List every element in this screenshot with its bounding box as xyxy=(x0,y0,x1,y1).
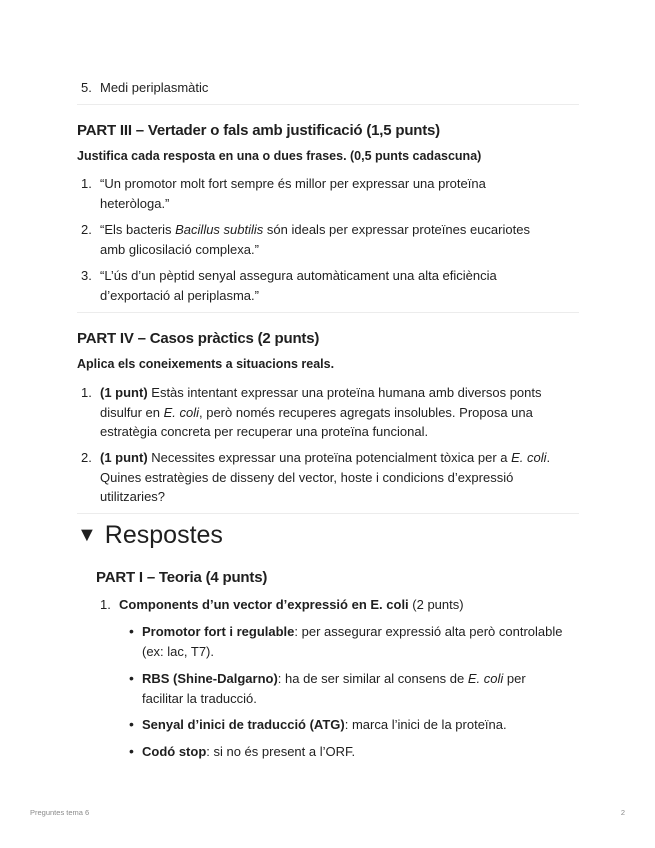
bullet-item: • Senyal d’inici de traducció (ATG): marca l’inici de la proteïna. xyxy=(119,715,612,735)
bullet-item: • Codó stop: si no és present a l’ORF. xyxy=(119,742,612,762)
part3-subtitle: Justifica cada resposta en una o dues frases. (0,5 punts cadascuna) xyxy=(77,149,482,163)
list-item: 5. Medi periplasmàtic xyxy=(81,80,209,95)
bullet-icon: • xyxy=(129,716,134,732)
bullet-item: • Promotor fort i regulable: per assegurar expressió alta però controlable (ex: lac, T7). xyxy=(129,623,563,659)
triangle-down-icon[interactable]: ▼ xyxy=(77,524,97,546)
divider xyxy=(77,104,579,105)
list-item: 2. “Els bacteris Bacillus subtilis són ideals per expressar proteïnes eucariotes amb glicosilació complexa.” xyxy=(81,222,530,257)
part1-title: PART I – Teoria (4 punts) xyxy=(96,569,268,586)
bullet-item: • RBS (Shine-Dalgarno): ha de ser similar al consens de E. coli per facilitar la traducció. xyxy=(129,670,526,706)
bullet-icon: • xyxy=(129,623,134,639)
bullet-icon: • xyxy=(129,743,134,759)
list-item: 1. Components d’un vector d’expressió en E. coli (2 punts) xyxy=(100,597,464,612)
bullet-icon: • xyxy=(129,670,134,686)
part3-title: PART III – Vertader o fals amb justificació (1,5 punts) xyxy=(77,122,440,139)
list-item: 1. (1 punt) Estàs intentant expressar una proteïna humana amb diversos ponts disulfur en E. coli, però només recuperes agregats insolubles. Proposa una estratègia concreta per recuperar una proteïna funcional. xyxy=(81,385,542,439)
list-item: 2. (1 punt) Necessites expressar una proteïna potencialment tòxica per a E. coli. Quines estratègies de disseny del vector, hoste i condicions d’expressió utilitzaries? xyxy=(81,450,551,504)
part4-subtitle: Aplica els coneixements a situacions reals. xyxy=(77,357,335,371)
divider xyxy=(77,312,579,313)
list-item: 3. “L’ús d’un pèptid senyal assegura automàticament una alta eficiència d’exportació al periplasma.” xyxy=(81,268,497,303)
footer-title: Preguntes tema 6 xyxy=(30,808,90,817)
divider xyxy=(77,513,579,514)
answers-toggle[interactable] xyxy=(77,521,223,550)
page-number: 2 xyxy=(620,808,625,817)
list-item: 1. “Un promotor molt fort sempre és millor per expressar una proteïna heteròloga.” xyxy=(81,176,486,211)
part4-title: PART IV – Casos pràctics (2 punts) xyxy=(77,330,320,347)
answers-title: Respostes xyxy=(104,521,223,549)
